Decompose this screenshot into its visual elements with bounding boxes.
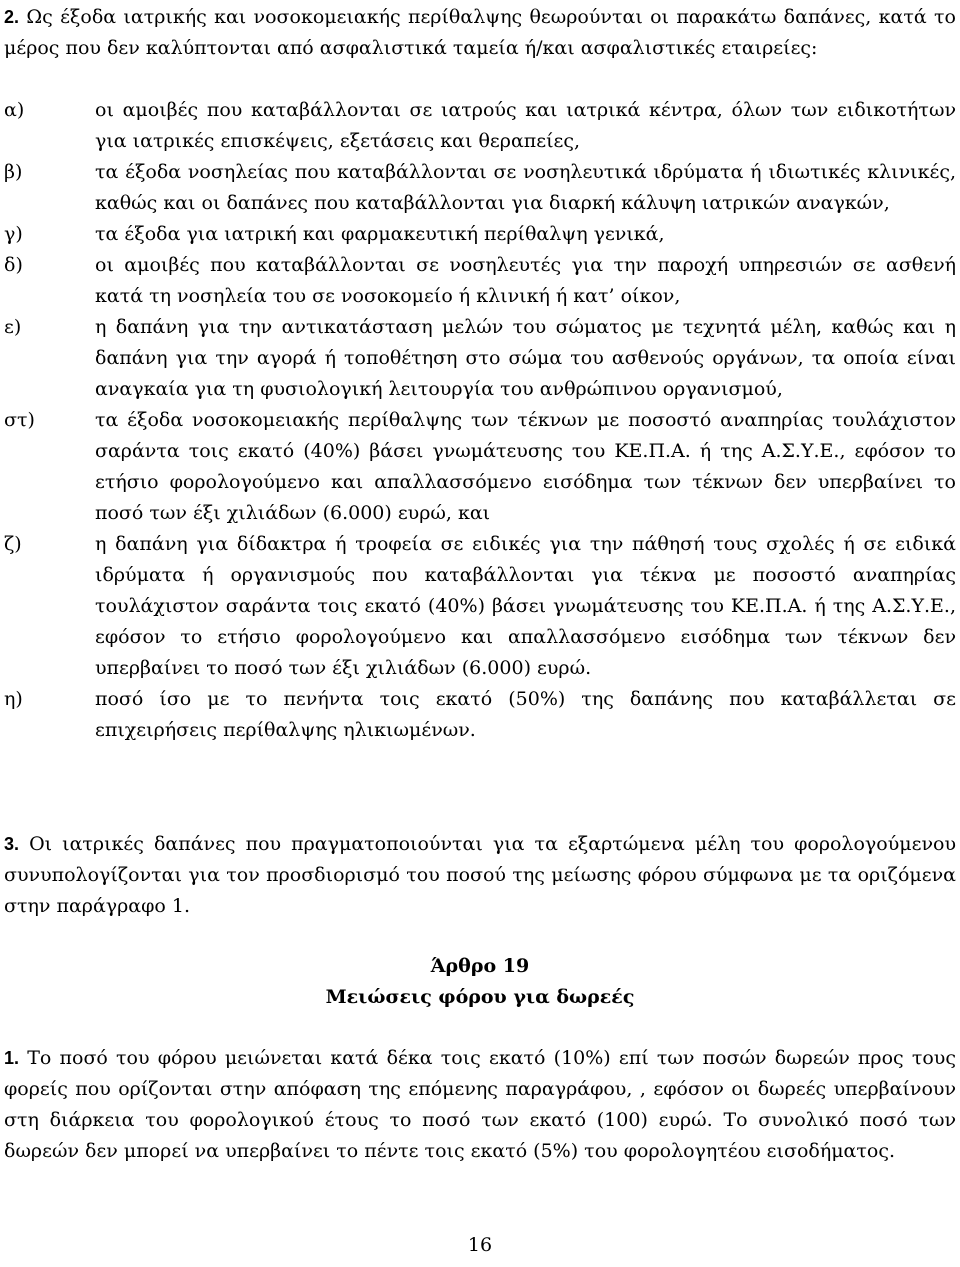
section-1 bbox=[4, 1043, 956, 1167]
list-item-label: ε) bbox=[4, 316, 22, 338]
list-item bbox=[4, 529, 956, 684]
list-item-label: η) bbox=[4, 688, 23, 710]
list-item-label: στ) bbox=[4, 409, 35, 431]
article-title: Άρθρο 19 bbox=[430, 955, 530, 977]
list-item-text: τα έξοδα νοσηλείας που καταβάλλονται σε νοσηλευτικά ιδρύματα ή ιδιωτικές κλινικές, καθώς και οι δαπάνες που καταβάλλονται για διαρκή κάλυψη ιατρικών αναγκών, bbox=[95, 161, 956, 214]
list-item-label: α) bbox=[4, 99, 25, 121]
section-2-intro bbox=[4, 2, 956, 64]
list-item-label: δ) bbox=[4, 254, 23, 276]
list-item-text: ποσό ίσο με το πενήντα τοις εκατό (50%) της δαπάνης που καταβάλλεται σε επιχειρήσεις περίθαλψης ηλικιωμένων. bbox=[95, 688, 956, 741]
page-number: 16 bbox=[467, 1234, 493, 1256]
list-item-text: οι αμοιβές που καταβάλλονται σε ιατρούς και ιατρικά κέντρα, όλων των ειδικοτήτων για ιατρικές επισκέψεις, εξετάσεις και θεραπείες, bbox=[95, 99, 956, 152]
list-item bbox=[4, 157, 956, 219]
expense-list bbox=[4, 95, 956, 746]
list-item bbox=[4, 684, 956, 746]
article-subtitle: Μειώσεις φόρου για δωρεές bbox=[325, 986, 635, 1008]
list-item-label: γ) bbox=[4, 223, 23, 245]
list-item bbox=[4, 95, 956, 157]
section-2-intro-text: Ως έξοδα ιατρικής και νοσοκομειακής περίθαλψης θεωρούνται οι παρακάτω δαπάνες, κατά το μέρος που δεν καλύπτονται από ασφαλιστικά ταμεία ή/και ασφαλιστικές εταιρείες: bbox=[4, 6, 957, 59]
section-3 bbox=[4, 829, 956, 922]
list-item bbox=[4, 219, 956, 250]
list-item bbox=[4, 250, 956, 312]
list-item-text: τα έξοδα για ιατρική και φαρμακευτική περίθαλψη γενικά, bbox=[95, 223, 665, 245]
section-3-text: Οι ιατρικές δαπάνες που πραγματοποιούνται για τα εξαρτώμενα μέλη του φορολογούμενου συνυπολογίζονται για τον προσδιορισμό του ποσού της μείωσης φόρου σύμφωνα με τα οριζόμενα στην παράγραφο 1. bbox=[4, 833, 956, 917]
list-item bbox=[4, 405, 956, 529]
section-1-text: Το ποσό του φόρου μειώνεται κατά δέκα τοις εκατό (10%) επί των ποσών δωρεών προς τους φορείς που ορίζονται στην απόφαση της επόμενης παραγράφου, , εφόσον οι δωρεές υπερβαίνουν στη διάρκεια του φορολογικού έτους το ποσό των εκατό (100) ευρώ. Το συνολικό ποσό των δωρεών δεν μπορεί να υπερβαίνει το πέντε τοις εκατό (5%) του φορολογητέου εισοδήματος. bbox=[4, 1047, 956, 1162]
section-2-number: 2. bbox=[4, 7, 20, 27]
list-item-text: οι αμοιβές που καταβάλλονται σε νοσηλευτές για την παροχή υπηρεσιών σε ασθενή κατά τη νοσηλεία του σε νοσοκομείο ή κλινική ή κατ’ οίκον, bbox=[95, 254, 956, 307]
list-item-text: η δαπάνη για την αντικατάσταση μελών του σώματος με τεχνητά μέλη, καθώς και η δαπάνη για την αγορά ή τοποθέτηση στο σώμα του ασθενούς οργάνων, τα οποία είναι αναγκαία για τη φυσιολογική λειτουργία του ανθρώπινου οργανισμού, bbox=[95, 316, 956, 400]
section-1-number: 1. bbox=[4, 1048, 20, 1068]
list-item bbox=[4, 312, 956, 405]
section-3-number: 3. bbox=[4, 834, 20, 854]
list-item-label: ζ) bbox=[4, 533, 22, 555]
list-item-label: β) bbox=[4, 161, 23, 183]
list-item-text: τα έξοδα νοσοκομειακής περίθαλψης των τέκνων με ποσοστό αναπηρίας τουλάχιστον σαράντα τοις εκατό (40%) βάσει γνωμάτευσης του ΚΕ.Π.Α. ή της Α.Σ.Υ.Ε., εφόσον το ετήσιο φορολογούμενο και απαλλασσόμενο εισόδημα των τέκνων δεν υπερβαίνει το ποσό των έξι χιλιάδων (6.000) ευρώ, και bbox=[95, 409, 956, 524]
list-item-text: η δαπάνη για δίδακτρα ή τροφεία σε ειδικές για την πάθησή τους σχολές ή σε ειδικά ιδρύματα ή οργανισμούς που καταβάλλονται για τέκνα με ποσοστό αναπηρίας τουλάχιστον σαράντα τοις εκατό (40%) βάσει γνωμάτευσης του ΚΕ.Π.Α. ή της Α.Σ.Υ.Ε., εφόσον το ετήσιο φορολογούμενο και απαλλασσόμενο εισόδημα των τέκνων δεν υπερβαίνει το ποσό των έξι χιλιάδων (6.000) ευρώ. bbox=[95, 533, 956, 679]
